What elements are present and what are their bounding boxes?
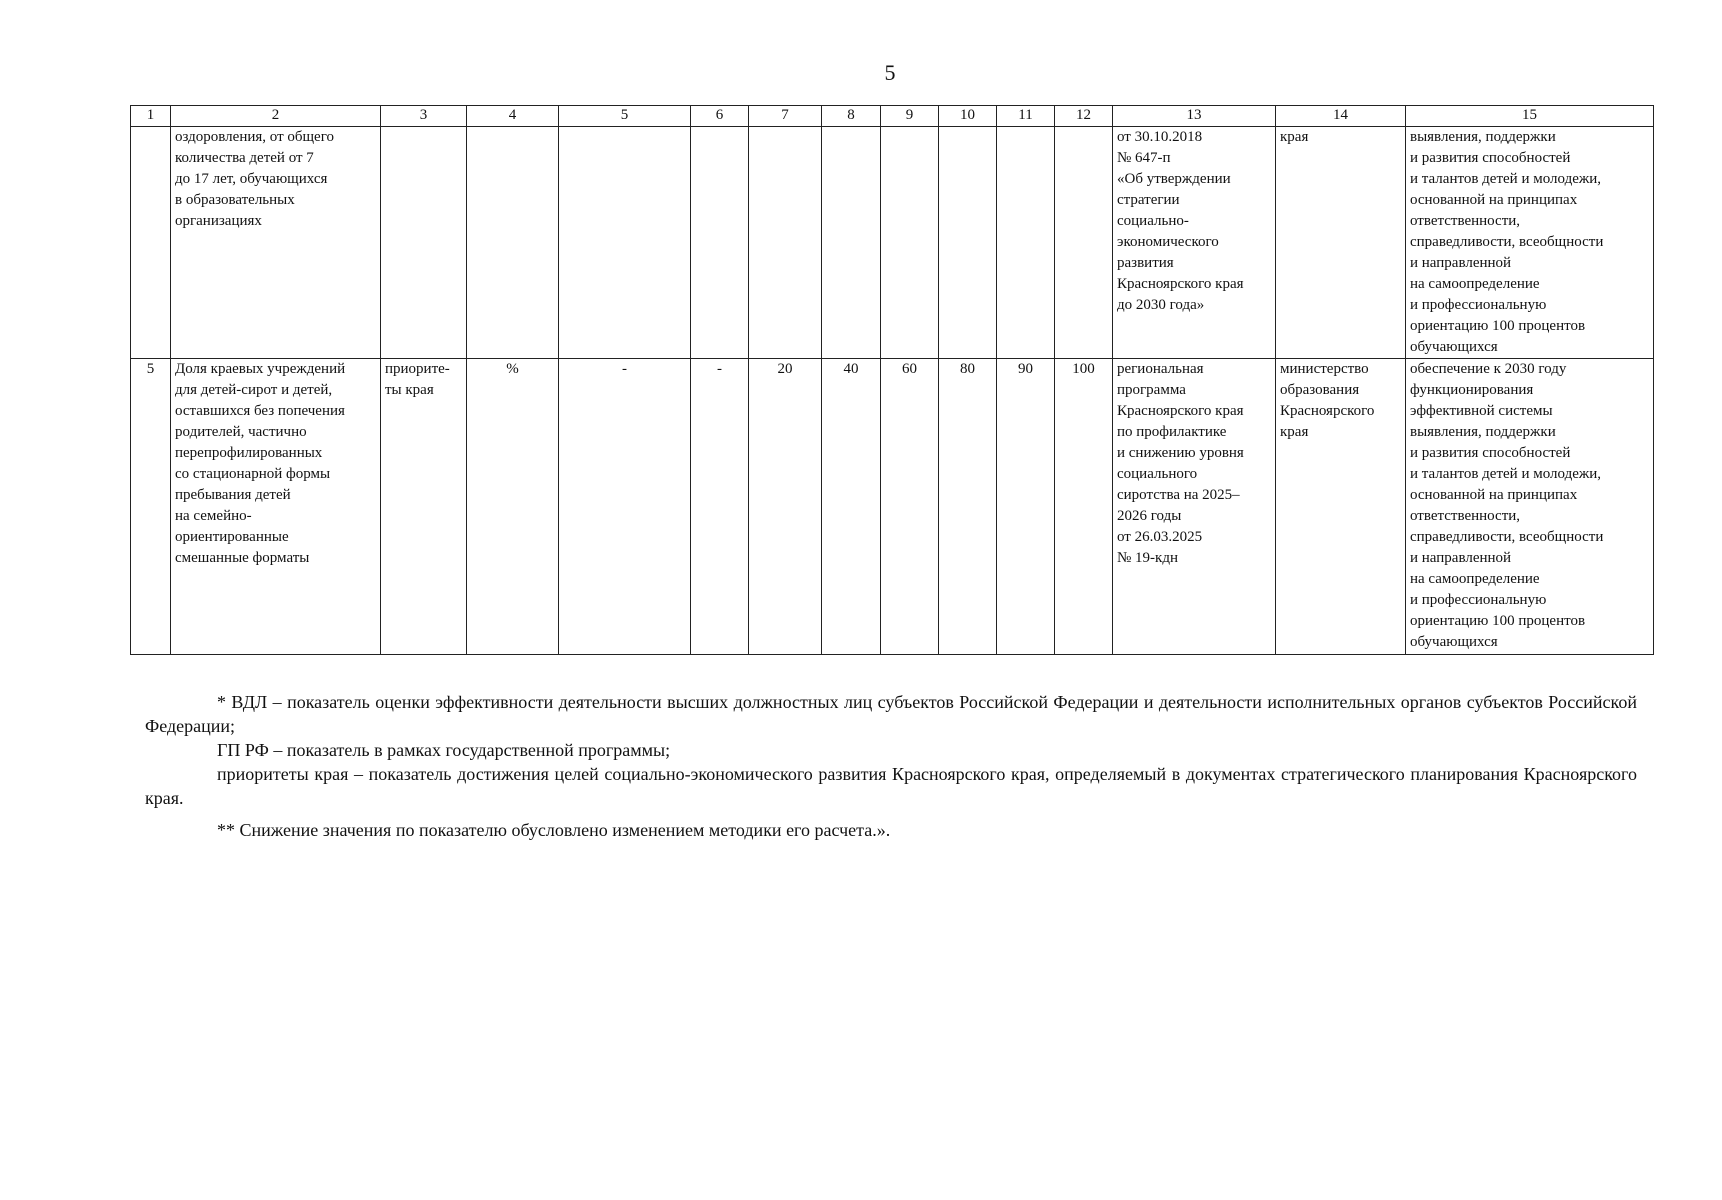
col-header-4: 4 (467, 106, 559, 127)
cell-value-10 (939, 127, 997, 359)
cell-value-7: 20 (749, 359, 822, 655)
col-header-6: 6 (691, 106, 749, 127)
cell-value-11 (997, 127, 1055, 359)
col-header-2: 2 (171, 106, 381, 127)
cell-goal: обеспечение к 2030 году функционирования эффективной системы выявления, поддержки и развития способностей и талантов детей и молодежи, основанной на принципах ответственности, справедливости, всеобщности и направленной на самоопределение и профессиональную ориентацию 100 процентов обучающихся (1406, 359, 1654, 655)
col-header-10: 10 (939, 106, 997, 127)
cell-indicator-name: Доля краевых учреждений для детей-сирот и детей, оставшихся без попечения родителей, частично перепрофилированных со стационарной формы пребывания детей на семейно- ориентированные смешанные форматы (171, 359, 381, 655)
cell-value-5: - (559, 359, 691, 655)
cell-value-7 (749, 127, 822, 359)
cell-document: от 30.10.2018 № 647-п «Об утверждении стратегии социально- экономического развития Красноярского края до 2030 года» (1113, 127, 1276, 359)
cell-value-12: 100 (1055, 359, 1113, 655)
col-header-13: 13 (1113, 106, 1276, 127)
cell-unit: % (467, 359, 559, 655)
col-header-14: 14 (1276, 106, 1406, 127)
cell-source-type (381, 127, 467, 359)
note-priorities: приоритеты края – показатель достижения целей социально-экономического развития Красноярского края, определяемый в документах стратегического планирования Красноярского края. (145, 764, 1637, 808)
cell-value-5 (559, 127, 691, 359)
cell-value-8: 40 (822, 359, 881, 655)
cell-value-12 (1055, 127, 1113, 359)
cell-source-type: приорите- ты края (381, 359, 467, 655)
col-header-15: 15 (1406, 106, 1654, 127)
cell-number (131, 127, 171, 359)
page-number: 5 (884, 60, 896, 85)
col-header-7: 7 (749, 106, 822, 127)
note-vdl: * ВДЛ – показатель оценки эффективности деятельности высших должностных лиц субъектов Российской Федерации и деятельности исполнительных органов субъектов Российской Федерации; (145, 692, 1637, 736)
col-header-5: 5 (559, 106, 691, 127)
col-header-11: 11 (997, 106, 1055, 127)
cell-unit (467, 127, 559, 359)
footnotes (145, 690, 1637, 842)
cell-responsible: края (1276, 127, 1406, 359)
col-header-12: 12 (1055, 106, 1113, 127)
cell-value-10: 80 (939, 359, 997, 655)
cell-indicator-name: оздоровления, от общего количества детей от 7 до 17 лет, обучающихся в образовательных организациях (171, 127, 381, 359)
table-row (131, 127, 1654, 359)
cell-value-6: - (691, 359, 749, 655)
note-gp: ГП РФ – показатель в рамках государственной программы; (217, 740, 671, 760)
table-row (131, 359, 1654, 655)
col-header-9: 9 (881, 106, 939, 127)
note-decrease: ** Снижение значения по показателю обусловлено изменением методики его расчета.». (217, 820, 891, 840)
header-row (131, 106, 1654, 127)
cell-value-11: 90 (997, 359, 1055, 655)
cell-value-9 (881, 127, 939, 359)
cell-value-9: 60 (881, 359, 939, 655)
cell-value-6 (691, 127, 749, 359)
indicators-table (130, 105, 1654, 655)
col-header-8: 8 (822, 106, 881, 127)
cell-responsible: министерство образования Красноярского края (1276, 359, 1406, 655)
cell-number: 5 (131, 359, 171, 655)
col-header-3: 3 (381, 106, 467, 127)
col-header-1: 1 (131, 106, 171, 127)
cell-document: региональная программа Красноярского края по профилактике и снижению уровня социального сиротства на 2025– 2026 годы от 26.03.2025 № 19-кдн (1113, 359, 1276, 655)
cell-value-8 (822, 127, 881, 359)
cell-goal: выявления, поддержки и развития способностей и талантов детей и молодежи, основанной на принципах ответственности, справедливости, всеобщности и направленной на самоопределение и профессиональную ориентацию 100 процентов обучающихся (1406, 127, 1654, 359)
